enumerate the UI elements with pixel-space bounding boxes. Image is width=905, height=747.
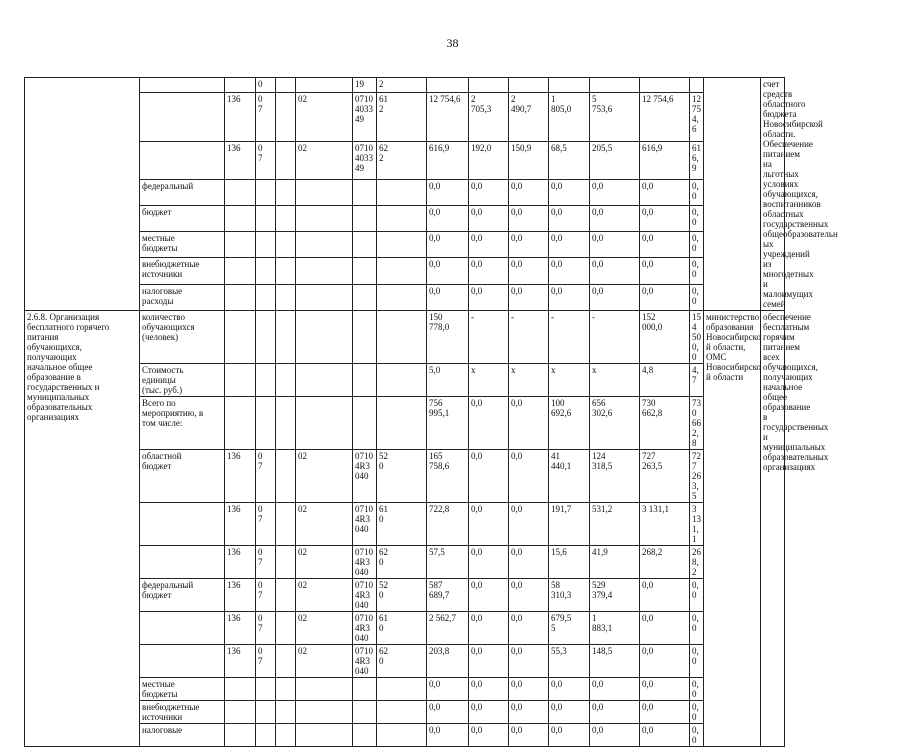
section-code-cell	[256, 724, 276, 747]
year-5-value-cell: 0,0	[640, 678, 690, 701]
indicator-cell	[140, 503, 225, 546]
subsection-code-cell	[296, 397, 353, 450]
year-4-value-cell: 0,0	[590, 258, 640, 284]
year-3-value-cell: 0,0	[549, 678, 590, 701]
blank-cell	[276, 612, 296, 645]
year-4-value-cell: -	[590, 311, 640, 364]
task-name-cell: 2.6.8. Организация бесплатного горячего питания обучающихся, получающих начальное общее образование в государственных и муниципальных образовательных организациях	[25, 311, 140, 747]
blank-cell	[276, 141, 296, 179]
subsection-code-cell: 02	[296, 579, 353, 612]
expense-type-code-cell	[377, 232, 427, 258]
expected-result-cell: счет средств областного бюджета Новосибирской области. Обеспечение питанием на льготных условиях обучающихся, воспитанников областных государственных общеобразовательн ых учреждений из многодетных и малоимущих семей	[761, 78, 785, 311]
expense-type-code-cell	[377, 179, 427, 205]
expense-type-code-cell	[377, 397, 427, 450]
year-3-value-cell: 100 692,6	[549, 397, 590, 450]
year-1-value-cell	[469, 78, 509, 93]
grbs-code-cell	[225, 311, 256, 364]
expected-result-cell: обеспечение бесплатным горячим питанием всех обучающихся, получающих начальное общее образование в государственных и муниципальных образовательных организациях	[761, 311, 785, 747]
expense-type-code-cell: 61 0	[377, 503, 427, 546]
indicator-cell: местные бюджеты	[140, 232, 225, 258]
year-3-value-cell: 0,0	[549, 258, 590, 284]
year-3-value-cell: 0,0	[549, 724, 590, 747]
year-2-value-cell: 0,0	[509, 258, 549, 284]
expense-type-code-cell: 61 0	[377, 612, 427, 645]
expense-type-code-cell: 52 0	[377, 450, 427, 503]
indicator-cell	[140, 645, 225, 678]
year-5-value-cell: 0,0	[640, 724, 690, 747]
total-value-cell: 0,0	[427, 179, 469, 205]
year-2-value-cell: 0,0	[509, 579, 549, 612]
year-1-value-cell: 0,0	[469, 284, 509, 310]
year-6-value-cell: 0,0	[690, 205, 704, 231]
year-6-value-cell: 0,0	[690, 645, 704, 678]
year-1-value-cell: 0,0	[469, 258, 509, 284]
subsection-code-cell: 02	[296, 141, 353, 179]
year-5-value-cell: 727 263,5	[640, 450, 690, 503]
year-3-value-cell: 191,7	[549, 503, 590, 546]
expense-type-code-cell: 62 0	[377, 546, 427, 579]
total-value-cell: 587 689,7	[427, 579, 469, 612]
year-6-value-cell: 730 662,8	[690, 397, 704, 450]
grbs-code-cell: 136	[225, 141, 256, 179]
total-value-cell: 756 995,1	[427, 397, 469, 450]
grbs-code-cell: 136	[225, 92, 256, 141]
section-code-cell: 0 7	[256, 450, 276, 503]
total-value-cell: 0,0	[427, 258, 469, 284]
year-4-value-cell: 124 318,5	[590, 450, 640, 503]
year-1-value-cell: 0,0	[469, 612, 509, 645]
section-code-cell	[256, 311, 276, 364]
year-1-value-cell: 0,0	[469, 701, 509, 724]
indicator-cell: областной бюджет	[140, 450, 225, 503]
expense-type-code-cell: 2	[377, 78, 427, 93]
year-3-value-cell: 0,0	[549, 232, 590, 258]
year-5-value-cell: 0,0	[640, 701, 690, 724]
year-6-value-cell: 154 500,0	[690, 311, 704, 364]
year-5-value-cell: 4,8	[640, 364, 690, 397]
blank-cell	[276, 92, 296, 141]
section-code-cell: 0 7	[256, 546, 276, 579]
year-6-value-cell	[690, 78, 704, 93]
section-code-cell	[256, 284, 276, 310]
total-value-cell: 12 754,6	[427, 92, 469, 141]
expense-type-code-cell: 62 0	[377, 645, 427, 678]
year-2-value-cell: 0,0	[509, 232, 549, 258]
year-6-value-cell: 0,0	[690, 579, 704, 612]
expense-type-code-cell	[377, 311, 427, 364]
subsection-code-cell	[296, 701, 353, 724]
year-3-value-cell: 68,5	[549, 141, 590, 179]
section-code-cell: 0 7	[256, 579, 276, 612]
indicator-cell: количество обучающихся (человек)	[140, 311, 225, 364]
indicator-cell	[140, 612, 225, 645]
target-article-code-cell: 07104R3 040	[353, 579, 377, 612]
year-2-value-cell: 0,0	[509, 645, 549, 678]
year-3-value-cell: 0,0	[549, 701, 590, 724]
year-5-value-cell: 0,0	[640, 258, 690, 284]
year-6-value-cell: 0,0	[690, 284, 704, 310]
task-name-cell	[25, 78, 140, 311]
subsection-code-cell: 02	[296, 645, 353, 678]
year-1-value-cell: 0,0	[469, 205, 509, 231]
section-code-cell	[256, 397, 276, 450]
year-4-value-cell: 0,0	[590, 724, 640, 747]
grbs-code-cell: 136	[225, 579, 256, 612]
program-measures-table	[24, 77, 882, 747]
year-4-value-cell: 529 379,4	[590, 579, 640, 612]
subsection-code-cell	[296, 232, 353, 258]
subsection-code-cell	[296, 311, 353, 364]
year-6-value-cell: 3 131,1	[690, 503, 704, 546]
section-code-cell: 0 7	[256, 141, 276, 179]
year-3-value-cell: 679,5 5	[549, 612, 590, 645]
grbs-code-cell: 136	[225, 503, 256, 546]
year-4-value-cell: 0,0	[590, 179, 640, 205]
expense-type-code-cell: 61 2	[377, 92, 427, 141]
year-6-value-cell: 4,7	[690, 364, 704, 397]
total-value-cell: 722,8	[427, 503, 469, 546]
year-3-value-cell	[549, 78, 590, 93]
year-1-value-cell: 0,0	[469, 546, 509, 579]
grbs-code-cell	[225, 179, 256, 205]
expense-type-code-cell: 62 2	[377, 141, 427, 179]
year-4-value-cell: 148,5	[590, 645, 640, 678]
blank-cell	[276, 179, 296, 205]
target-article-code-cell	[353, 364, 377, 397]
expense-type-code-cell: 52 0	[377, 579, 427, 612]
year-6-value-cell: 0,0	[690, 258, 704, 284]
year-2-value-cell: -	[509, 311, 549, 364]
year-2-value-cell: 0,0	[509, 450, 549, 503]
blank-cell	[276, 701, 296, 724]
subsection-code-cell	[296, 724, 353, 747]
year-5-value-cell: 730 662,8	[640, 397, 690, 450]
year-2-value-cell: 150,9	[509, 141, 549, 179]
section-code-cell	[256, 232, 276, 258]
year-5-value-cell: 0,0	[640, 232, 690, 258]
blank-cell	[276, 205, 296, 231]
year-1-value-cell: 0,0	[469, 450, 509, 503]
executors-cell: министерство образования Новосибирско й области, ОМС Новосибирско й области	[704, 311, 761, 747]
grbs-code-cell	[225, 724, 256, 747]
year-5-value-cell: 0,0	[640, 579, 690, 612]
blank-cell	[276, 284, 296, 310]
year-3-value-cell: 0,0	[549, 205, 590, 231]
year-2-value-cell: 0,0	[509, 701, 549, 724]
total-value-cell: 165 758,6	[427, 450, 469, 503]
indicator-cell	[140, 546, 225, 579]
subsection-code-cell	[296, 678, 353, 701]
year-6-value-cell: 268,2	[690, 546, 704, 579]
section-code-cell	[256, 701, 276, 724]
total-value-cell: 57,5	[427, 546, 469, 579]
target-article-code-cell	[353, 678, 377, 701]
year-2-value-cell: 0,0	[509, 678, 549, 701]
blank-cell	[276, 78, 296, 93]
blank-cell	[276, 503, 296, 546]
expense-type-code-cell	[377, 284, 427, 310]
year-1-value-cell: 0,0	[469, 724, 509, 747]
total-value-cell: 0,0	[427, 701, 469, 724]
blank-cell	[276, 579, 296, 612]
target-article-code-cell	[353, 205, 377, 231]
subsection-code-cell: 02	[296, 503, 353, 546]
indicator-cell: налоговые	[140, 724, 225, 747]
target-article-code-cell	[353, 397, 377, 450]
year-2-value-cell: 0,0	[509, 724, 549, 747]
year-4-value-cell: 531,2	[590, 503, 640, 546]
table-row	[25, 78, 882, 93]
year-2-value-cell: 0,0	[509, 205, 549, 231]
indicator-cell	[140, 78, 225, 93]
year-2-value-cell	[509, 78, 549, 93]
target-article-code-cell	[353, 701, 377, 724]
subsection-code-cell: 02	[296, 612, 353, 645]
year-1-value-cell: 0,0	[469, 579, 509, 612]
blank-cell	[276, 258, 296, 284]
grbs-code-cell	[225, 678, 256, 701]
indicator-cell: местные бюджеты	[140, 678, 225, 701]
section-code-cell	[256, 179, 276, 205]
year-5-value-cell	[640, 78, 690, 93]
total-value-cell: 616,9	[427, 141, 469, 179]
year-6-value-cell: 0,0	[690, 724, 704, 747]
target-article-code-cell: 19	[353, 78, 377, 93]
year-5-value-cell: 3 131,1	[640, 503, 690, 546]
expense-type-code-cell	[377, 258, 427, 284]
target-article-code-cell: 07104R3 040	[353, 450, 377, 503]
grbs-code-cell	[225, 205, 256, 231]
target-article-code-cell	[353, 311, 377, 364]
total-value-cell: 0,0	[427, 724, 469, 747]
target-article-code-cell	[353, 179, 377, 205]
grbs-code-cell	[225, 701, 256, 724]
blank-cell	[276, 678, 296, 701]
grbs-code-cell	[225, 364, 256, 397]
page-number: 38	[446, 36, 459, 50]
section-code-cell: 0 7	[256, 645, 276, 678]
year-2-value-cell: 0,0	[509, 284, 549, 310]
indicator-cell: бюджет	[140, 205, 225, 231]
year-4-value-cell: 0,0	[590, 205, 640, 231]
total-value-cell: 0,0	[427, 205, 469, 231]
year-3-value-cell: 55,3	[549, 645, 590, 678]
year-3-value-cell: x	[549, 364, 590, 397]
year-3-value-cell: 15,6	[549, 546, 590, 579]
year-4-value-cell: 41,9	[590, 546, 640, 579]
section-code-cell: 0 7	[256, 612, 276, 645]
target-article-code-cell: 07104R3 040	[353, 503, 377, 546]
indicator-cell: Всего по мероприятию, в том числе:	[140, 397, 225, 450]
year-2-value-cell: 0,0	[509, 397, 549, 450]
year-6-value-cell: 0,0	[690, 678, 704, 701]
section-code-cell	[256, 678, 276, 701]
section-code-cell: 0 7	[256, 92, 276, 141]
subsection-code-cell	[296, 205, 353, 231]
year-6-value-cell: 616,9	[690, 141, 704, 179]
year-4-value-cell: x	[590, 364, 640, 397]
year-1-value-cell: 0,0	[469, 645, 509, 678]
target-article-code-cell	[353, 232, 377, 258]
total-value-cell	[427, 78, 469, 93]
year-2-value-cell: 0,0	[509, 503, 549, 546]
year-5-value-cell: 616,9	[640, 141, 690, 179]
target-article-code-cell: 07104R3 040	[353, 546, 377, 579]
expense-type-code-cell	[377, 678, 427, 701]
subsection-code-cell	[296, 258, 353, 284]
year-5-value-cell: 152 000,0	[640, 311, 690, 364]
section-code-cell	[256, 364, 276, 397]
total-value-cell: 203,8	[427, 645, 469, 678]
indicator-cell: федеральный	[140, 179, 225, 205]
expense-type-code-cell	[377, 364, 427, 397]
blank-cell	[276, 232, 296, 258]
subsection-code-cell: 02	[296, 92, 353, 141]
year-6-value-cell: 0,0	[690, 612, 704, 645]
indicator-cell: федеральный бюджет	[140, 579, 225, 612]
year-3-value-cell: 58 310,3	[549, 579, 590, 612]
target-article-code-cell	[353, 284, 377, 310]
year-1-value-cell: 0,0	[469, 232, 509, 258]
year-2-value-cell: 2 490,7	[509, 92, 549, 141]
total-value-cell: 2 562,7	[427, 612, 469, 645]
year-3-value-cell: 0,0	[549, 179, 590, 205]
grbs-code-cell: 136	[225, 612, 256, 645]
year-1-value-cell: 0,0	[469, 179, 509, 205]
blank-cell	[276, 364, 296, 397]
year-6-value-cell: 727 263,5	[690, 450, 704, 503]
year-1-value-cell: -	[469, 311, 509, 364]
blank-cell	[276, 450, 296, 503]
year-6-value-cell: 12 754,6	[690, 92, 704, 141]
blank-cell	[276, 724, 296, 747]
year-4-value-cell: 1 883,1	[590, 612, 640, 645]
indicator-cell	[140, 141, 225, 179]
executors-cell	[704, 78, 761, 311]
indicator-cell: внебюджетные источники	[140, 258, 225, 284]
year-2-value-cell: 0,0	[509, 546, 549, 579]
indicator-cell: налоговые расходы	[140, 284, 225, 310]
year-3-value-cell: 1 805,0	[549, 92, 590, 141]
subsection-code-cell	[296, 179, 353, 205]
subsection-code-cell: 02	[296, 450, 353, 503]
target-article-code-cell: 07104R3 040	[353, 612, 377, 645]
target-article-code-cell	[353, 724, 377, 747]
year-1-value-cell: 192,0	[469, 141, 509, 179]
year-6-value-cell: 0,0	[690, 701, 704, 724]
year-4-value-cell: 656 302,6	[590, 397, 640, 450]
year-4-value-cell: 0,0	[590, 284, 640, 310]
year-3-value-cell: -	[549, 311, 590, 364]
subsection-code-cell: 02	[296, 546, 353, 579]
section-code-cell: 0	[256, 78, 276, 93]
year-5-value-cell: 0,0	[640, 645, 690, 678]
subsection-code-cell	[296, 78, 353, 93]
grbs-code-cell	[225, 397, 256, 450]
year-5-value-cell: 268,2	[640, 546, 690, 579]
grbs-code-cell	[225, 78, 256, 93]
year-4-value-cell: 0,0	[590, 678, 640, 701]
year-5-value-cell: 0,0	[640, 284, 690, 310]
year-4-value-cell	[590, 78, 640, 93]
year-1-value-cell: 0,0	[469, 503, 509, 546]
year-2-value-cell: 0,0	[509, 612, 549, 645]
table-row	[25, 311, 882, 364]
year-6-value-cell: 0,0	[690, 179, 704, 205]
total-value-cell: 5,0	[427, 364, 469, 397]
grbs-code-cell: 136	[225, 450, 256, 503]
total-value-cell: 150 778,0	[427, 311, 469, 364]
year-4-value-cell: 205,5	[590, 141, 640, 179]
blank-cell	[276, 397, 296, 450]
year-5-value-cell: 0,0	[640, 179, 690, 205]
target-article-code-cell: 07104033 49	[353, 141, 377, 179]
section-code-cell	[256, 258, 276, 284]
year-1-value-cell: 0,0	[469, 678, 509, 701]
grbs-code-cell	[225, 284, 256, 310]
year-5-value-cell: 12 754,6	[640, 92, 690, 141]
year-4-value-cell: 0,0	[590, 232, 640, 258]
section-code-cell: 0 7	[256, 503, 276, 546]
year-5-value-cell: 0,0	[640, 205, 690, 231]
blank-cell	[276, 645, 296, 678]
blank-cell	[276, 311, 296, 364]
year-6-value-cell: 0,0	[690, 232, 704, 258]
target-article-code-cell	[353, 258, 377, 284]
year-3-value-cell: 41 440,1	[549, 450, 590, 503]
subsection-code-cell	[296, 284, 353, 310]
grbs-code-cell	[225, 232, 256, 258]
indicator-cell: Стоимость единицы (тыс. руб.)	[140, 364, 225, 397]
expense-type-code-cell	[377, 205, 427, 231]
year-4-value-cell: 5 753,6	[590, 92, 640, 141]
target-article-code-cell: 07104R3 040	[353, 645, 377, 678]
indicator-cell: внебюджетные источники	[140, 701, 225, 724]
year-5-value-cell: 0,0	[640, 612, 690, 645]
year-1-value-cell: 2 705,3	[469, 92, 509, 141]
year-2-value-cell: 0,0	[509, 179, 549, 205]
section-code-cell	[256, 205, 276, 231]
grbs-code-cell: 136	[225, 546, 256, 579]
total-value-cell: 0,0	[427, 232, 469, 258]
subsection-code-cell	[296, 364, 353, 397]
total-value-cell: 0,0	[427, 284, 469, 310]
year-1-value-cell: 0,0	[469, 397, 509, 450]
year-2-value-cell: x	[509, 364, 549, 397]
expense-type-code-cell	[377, 724, 427, 747]
year-1-value-cell: x	[469, 364, 509, 397]
total-value-cell: 0,0	[427, 678, 469, 701]
indicator-cell	[140, 92, 225, 141]
year-4-value-cell: 0,0	[590, 701, 640, 724]
blank-cell	[276, 546, 296, 579]
year-3-value-cell: 0,0	[549, 284, 590, 310]
grbs-code-cell: 136	[225, 645, 256, 678]
target-article-code-cell: 07104033 49	[353, 92, 377, 141]
grbs-code-cell	[225, 258, 256, 284]
expense-type-code-cell	[377, 701, 427, 724]
